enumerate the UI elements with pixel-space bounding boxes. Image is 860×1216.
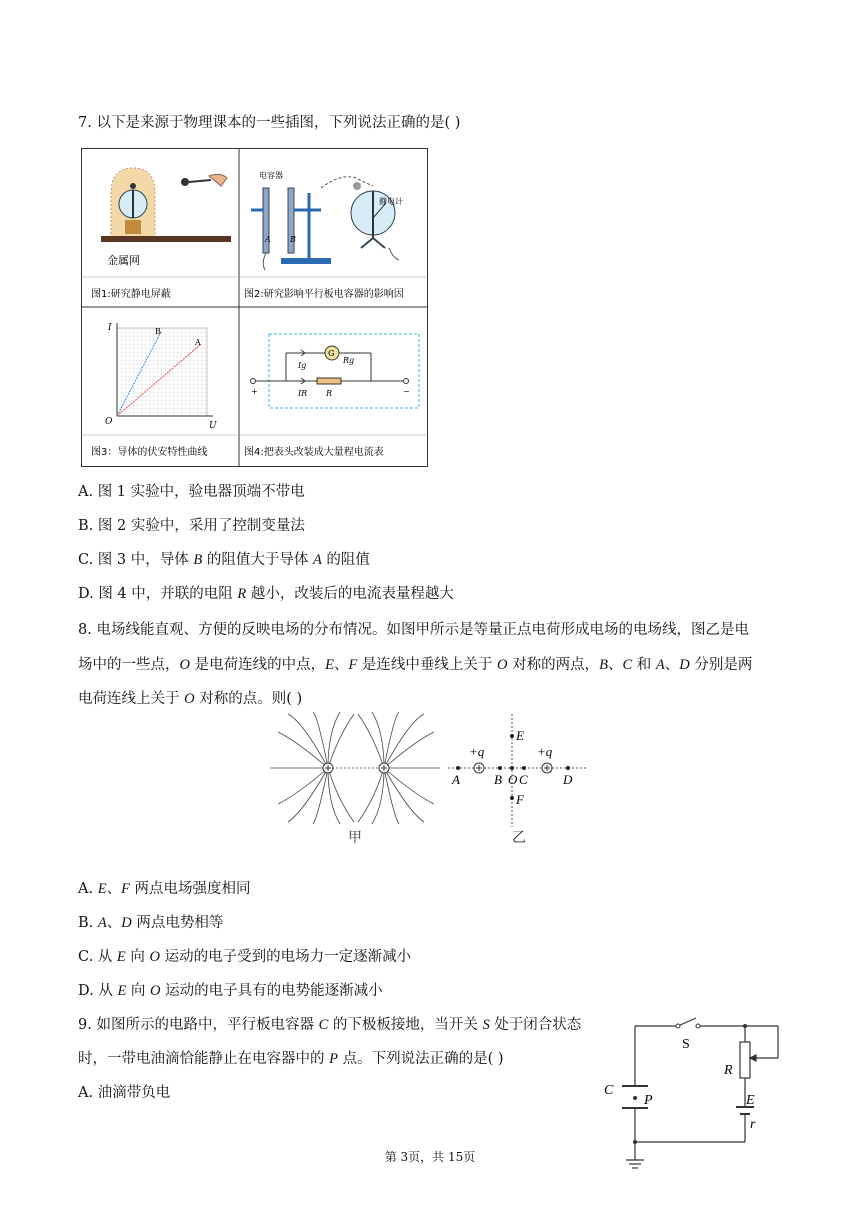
fig3-origin: O bbox=[105, 417, 113, 427]
q8-option-d: D. 从 E 向 O 运动的电子具有的电势能逐渐减小 bbox=[78, 983, 383, 999]
q7-stem: 7. 以下是来源于物理课本的一些插图，下列说法正确的是( ) bbox=[78, 115, 461, 131]
fig3-line-a: A bbox=[195, 338, 201, 347]
pt-o: O bbox=[508, 772, 518, 787]
q8-option-c: C. 从 E 向 O 运动的电子受到的电场力一定逐渐减小 bbox=[78, 949, 412, 965]
q7-option-b: B. 图 2 实验中，采用了控制变量法 bbox=[78, 518, 305, 534]
fig4-ir: IR bbox=[298, 389, 308, 398]
circ-e: E bbox=[746, 1093, 755, 1108]
fig3-axis-i: I bbox=[108, 323, 112, 333]
fig3-axis-u: U bbox=[209, 421, 217, 431]
page-footer: 第 3页，共 15页 bbox=[384, 1150, 476, 1164]
q7-option-a: A. 图 1 实验中，验电器顶端不带电 bbox=[78, 484, 305, 500]
q9-stem-line1: 9. 如图所示的电路中，平行板电容器 C 的下极板接地，当开关 S 处于闭合状态 bbox=[78, 1017, 582, 1033]
circ-r-small: r bbox=[750, 1117, 756, 1132]
fig-jia: 甲 bbox=[348, 830, 362, 846]
fig4-g: G bbox=[328, 349, 335, 358]
fig4-r: R bbox=[326, 389, 333, 398]
fig4-ig: Ig bbox=[298, 361, 307, 370]
circ-c: C bbox=[604, 1083, 614, 1098]
q7-figure-grid bbox=[81, 148, 428, 468]
fig3-graph bbox=[117, 323, 213, 416]
fig3-caption: 图3：导体的伏安特性曲线 bbox=[91, 447, 208, 458]
fig4-rg: Rg bbox=[343, 356, 355, 365]
circ-p: P bbox=[644, 1093, 653, 1108]
fig1-label: 金属网 bbox=[107, 254, 140, 267]
pt-c: C bbox=[519, 772, 528, 787]
pt-d: D bbox=[563, 772, 573, 787]
field-lines bbox=[270, 712, 440, 824]
pt-q1: +q bbox=[469, 744, 485, 759]
fig4-caption: 图4:把表头改装成大量程电流表 bbox=[244, 447, 384, 458]
q8-stem-line3: 电荷连线上关于 O 对称的点。则( ) bbox=[78, 691, 303, 707]
q8-stem-line2: 场中的一些点，O 是电荷连线的中点，E、F 是连线中垂线上关于 O 对称的两点，B、C 和 A、D 分别是两 bbox=[78, 657, 753, 673]
q8-field-figure bbox=[268, 712, 598, 850]
q8-stem-line1: 8. 电场线能直观、方便的反映电场的分布情况。如图甲所示是等量正点电荷形成电场的电场线，图乙是电 bbox=[78, 622, 749, 638]
pt-a: A bbox=[452, 772, 460, 787]
q9-stem-line2: 时，一带电油滴恰能静止在电容器中的 P 点。下列说法正确的是( ) bbox=[78, 1051, 504, 1067]
q7-option-c: C. 图 3 中，导体 B 的阻值大于导体 A 的阻值 bbox=[78, 552, 370, 568]
q9-option-a: A. 油滴带负电 bbox=[78, 1085, 171, 1101]
circ-r: R bbox=[724, 1063, 733, 1078]
pt-b: B bbox=[494, 772, 502, 787]
q8-option-b: B. A、D 两点电势相等 bbox=[78, 915, 224, 931]
fig3-line-b: B bbox=[155, 327, 161, 336]
pt-q2: +q bbox=[537, 744, 553, 759]
circ-s: S bbox=[682, 1037, 690, 1052]
fig-yi: 乙 bbox=[512, 830, 526, 846]
fig4-minus: − bbox=[403, 387, 410, 396]
pt-e: E bbox=[516, 728, 524, 743]
fig2-caption: 图2:研究影响平行板电容器的影响因 bbox=[244, 289, 404, 300]
fig2-meter-label: 静电计 bbox=[379, 197, 403, 206]
q8-option-a: A. E、F 两点电场强度相同 bbox=[78, 881, 251, 897]
pt-f: F bbox=[516, 792, 524, 807]
fig1-caption: 图1:研究静电屏蔽 bbox=[91, 289, 171, 300]
q7-option-d: D. 图 4 中，并联的电阻 R 越小，改装后的电流表量程越大 bbox=[78, 586, 454, 602]
fig4-plus: + bbox=[251, 387, 258, 396]
fig2-cap-label: 电容器 bbox=[259, 171, 283, 180]
fig2-plate-a: A bbox=[265, 235, 271, 244]
fig2-plate-b: B bbox=[290, 235, 296, 244]
